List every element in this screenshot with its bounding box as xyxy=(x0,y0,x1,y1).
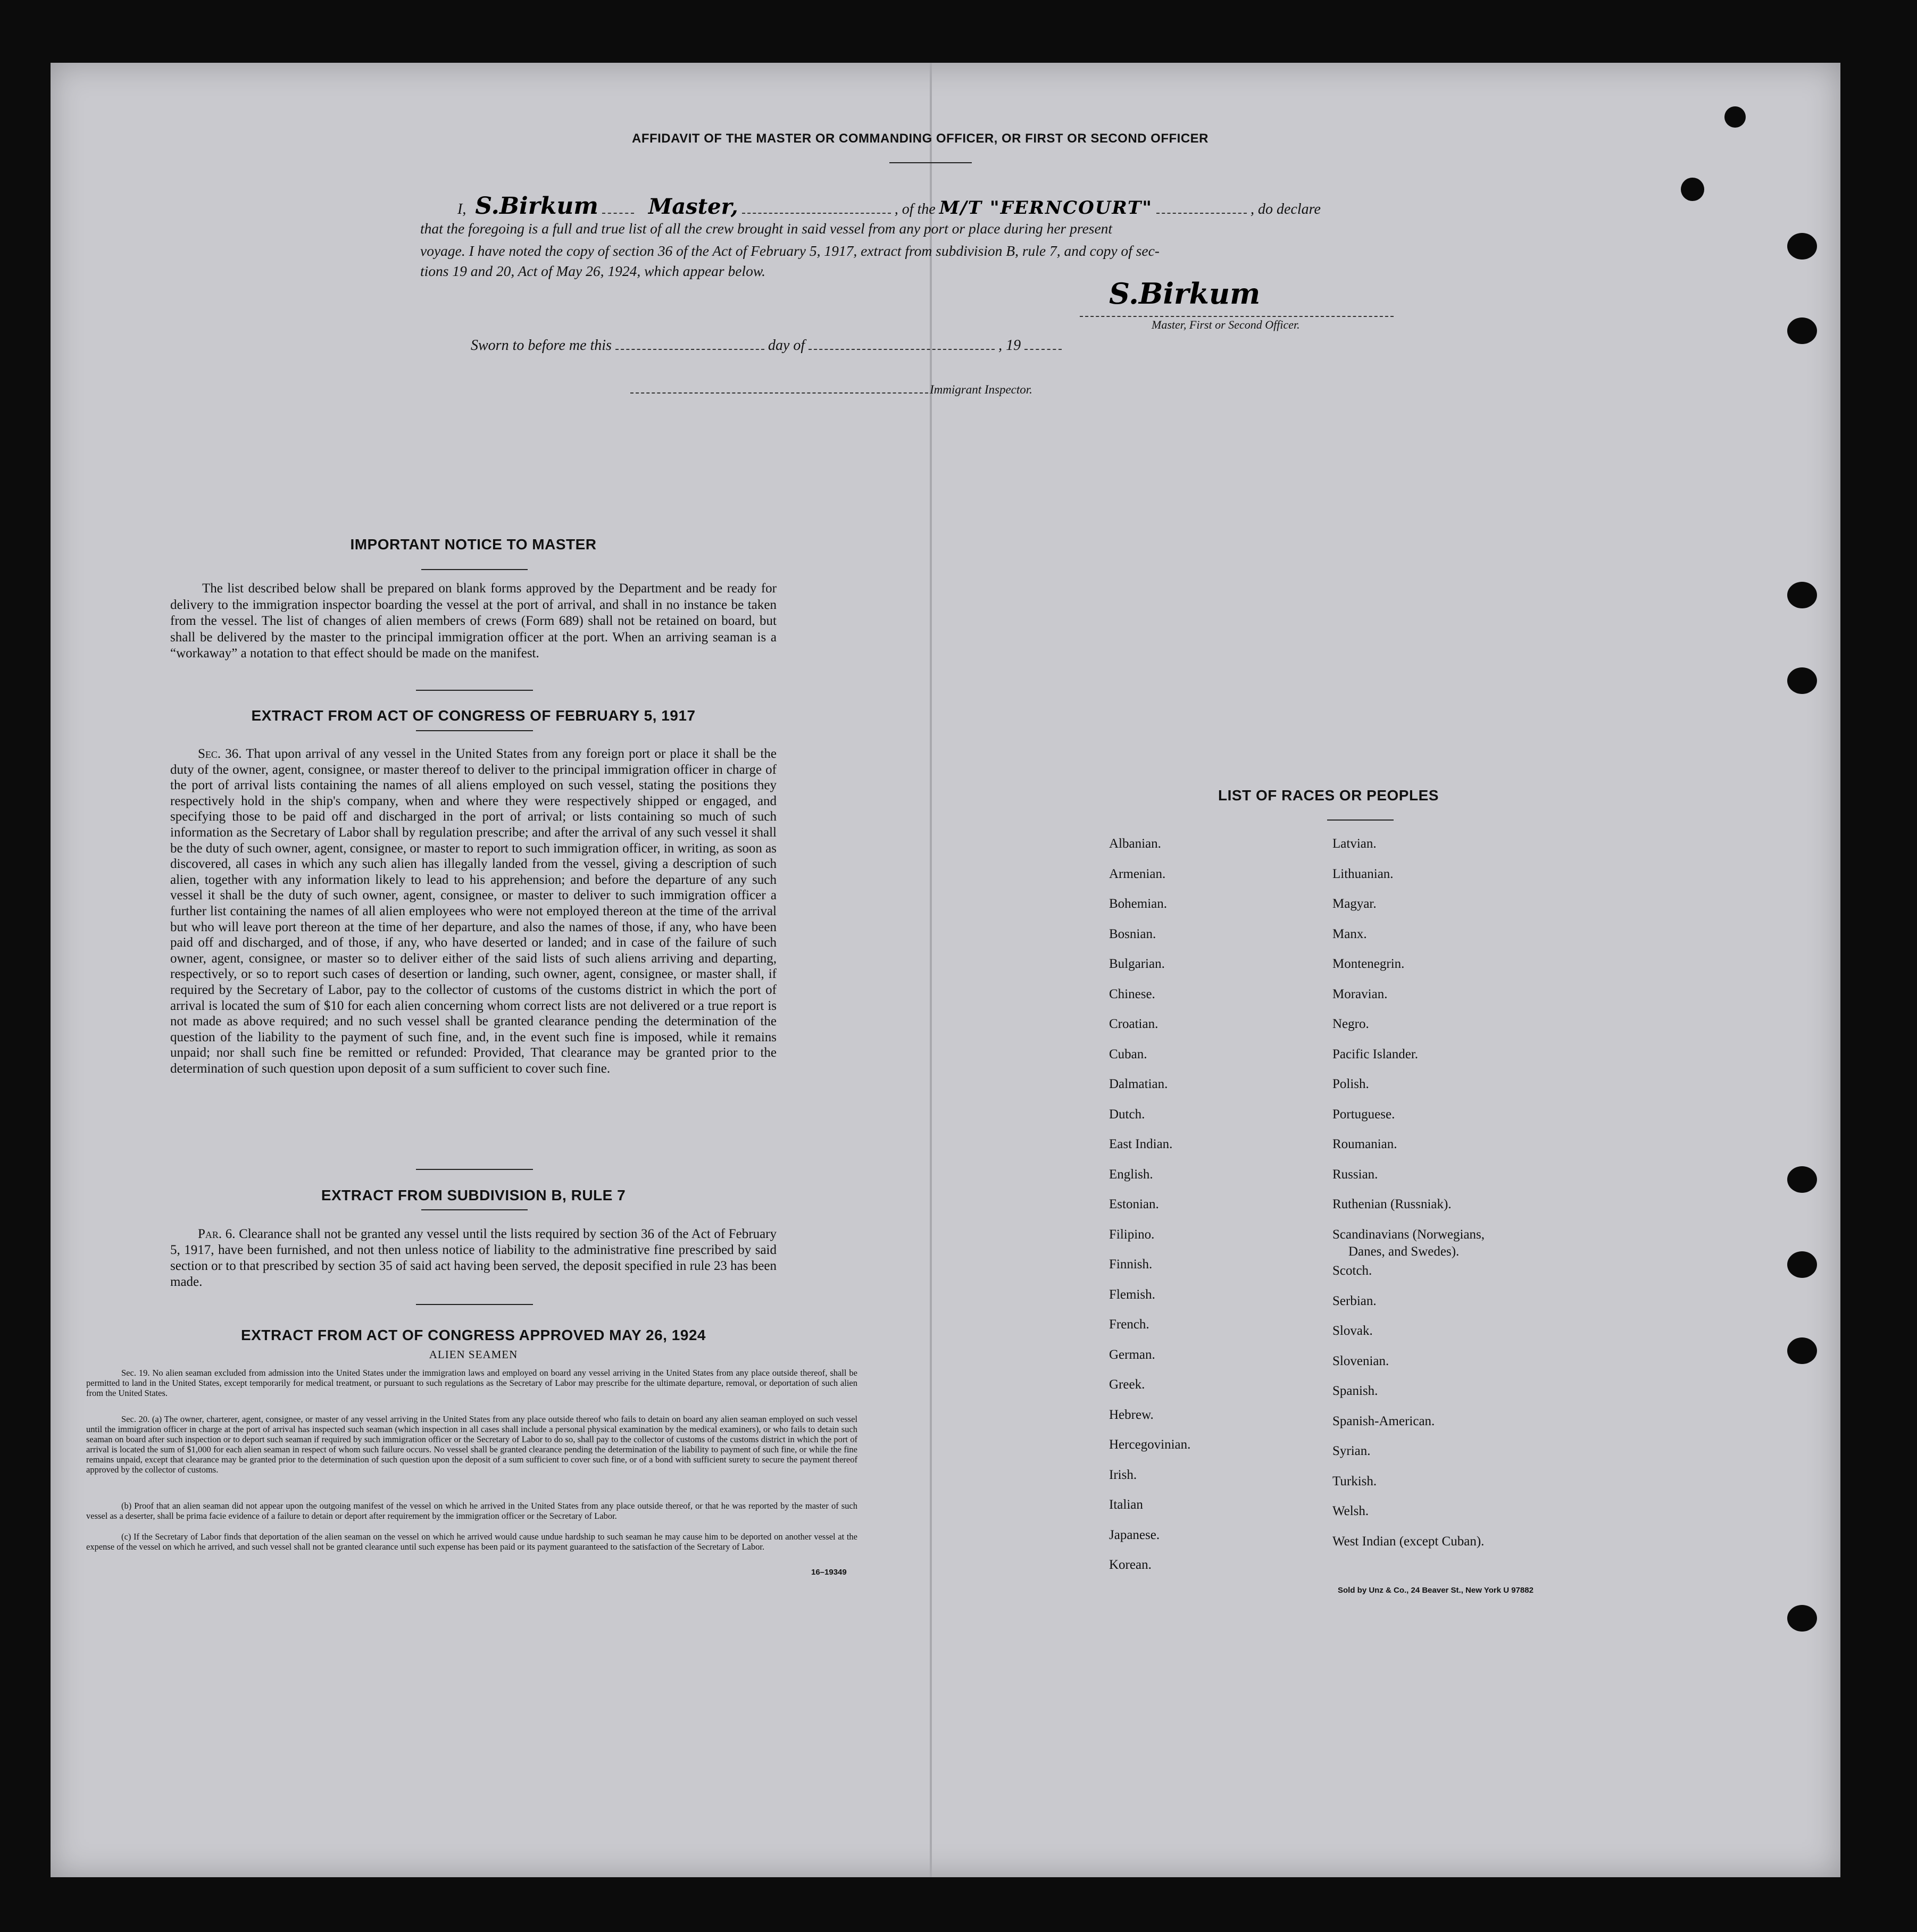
races-underline xyxy=(1327,819,1394,821)
race-item: Montenegrin. xyxy=(1332,957,1405,971)
rule7-body xyxy=(170,1226,777,1290)
extract-1924-title: EXTRACT FROM ACT OF CONGRESS APPROVED MAY 26, 1924 xyxy=(241,1327,706,1343)
of-the-text: , of the xyxy=(894,201,936,218)
race-item: Spanish. xyxy=(1332,1384,1378,1398)
punch-hole xyxy=(1787,1251,1817,1278)
race-item: Bohemian. xyxy=(1109,897,1168,911)
sec-20a-text: Sec. 20. (a) The owner, charterer, agent, consignee, or master of any vessel arriving in the United States from any place outside thereof who fails to detain on board any alien seaman employed on such vessel until the immigration officer in charge at the port of arrival has inspected such seaman (which inspection in all cases shall include a personal physical examination by the medical examiners), or who fails to detain such seaman on board after such inspection or to deport such seaman if required by such immigration officer or the Secretary of Labor to do so, shall pay to the collector of customs of the customs district in which the port of arrival is located the sum of $1,000 for each alien seaman in respect of whom such failure occurs. No vessel shall be granted clearance pending the determination of the liability to payment of such fine, or while the fine remains unpaid, except that clearance may be granted prior to the determination of such question upon the deposit of a sum sufficient to cover such fine, or of a bond with sufficient surety to secure the payment thereof approved by the collector of customs. xyxy=(86,1414,857,1475)
race-item: Dalmatian. xyxy=(1109,1077,1168,1091)
punch-hole xyxy=(1681,178,1704,201)
race-item: German. xyxy=(1109,1347,1155,1362)
race-item: Estonian. xyxy=(1109,1197,1159,1211)
extract-1917-underline xyxy=(416,730,533,731)
race-item: Pacific Islander. xyxy=(1332,1047,1419,1061)
title-underline xyxy=(889,162,972,163)
punch-hole xyxy=(1787,667,1817,694)
affidavit-line4: tions 19 and 20, Act of May 26, 1924, which appear below. xyxy=(420,263,766,279)
divider xyxy=(416,1169,533,1170)
race-item: Serbian. xyxy=(1332,1293,1377,1308)
notice-title: IMPORTANT NOTICE TO MASTER xyxy=(350,536,597,553)
race-item: Latvian. xyxy=(1332,837,1377,851)
race-item: Chinese. xyxy=(1109,986,1155,1001)
form-number: 16–19349 xyxy=(811,1568,847,1577)
inspector-line xyxy=(630,392,928,394)
race-item: Spanish-American. xyxy=(1332,1414,1435,1428)
affidavit-i: I, xyxy=(457,201,466,218)
race-item: Russian. xyxy=(1332,1167,1378,1182)
race-item: Scandinavians (Norwegians, xyxy=(1332,1227,1485,1242)
race-item: Hercegovinian. xyxy=(1109,1437,1191,1452)
race-item: Dutch. xyxy=(1109,1107,1145,1122)
punch-hole xyxy=(1787,1605,1817,1632)
affidavit-line3: voyage. I have noted the copy of section 36 of the Act of February 5, 1917, extract from subdivision B, rule 7, and copy of sec- xyxy=(420,242,1160,259)
extract-1917-body xyxy=(170,746,777,1076)
sec-19-text: Sec. 19. No alien seaman excluded from admission into the United States under the immigration laws and employed on board any vessel arriving in the United States from any place outside thereof, shall be permitted to land in the United States, except temporarily for medical treatment, or pursuant to such regulations as the Secretary of Labor may prescribe for the ultimate departure, removal, or deportation of such alien from the United States. xyxy=(86,1368,857,1398)
race-item: Bosnian. xyxy=(1109,926,1156,941)
punch-hole xyxy=(1787,1337,1817,1364)
divider xyxy=(416,690,533,691)
punch-hole xyxy=(1787,1166,1817,1193)
extract-1924-subtitle: ALIEN SEAMEN xyxy=(429,1348,518,1361)
signature-caption: Master, First or Second Officer. xyxy=(1152,318,1300,331)
sec-20b-text: (b) Proof that an alien seaman did not appear upon the outgoing manifest of the vessel on which he arrived in the United States from any place outside thereof, or that he was reported by the master of such vessel as a deserter, shall be prima facie evidence of a failure to detain or deport after requirement by the immigration officer or the Secretary of Labor. xyxy=(86,1501,857,1521)
race-item: Welsh. xyxy=(1332,1504,1369,1518)
race-item: Bulgarian. xyxy=(1109,957,1165,971)
race-item: Slovenian. xyxy=(1332,1353,1389,1368)
race-item: Flemish. xyxy=(1109,1287,1155,1302)
sworn-prefix: Sworn to before me this xyxy=(471,337,612,354)
notice-underline xyxy=(421,569,528,570)
race-item: Roumanian. xyxy=(1332,1137,1397,1151)
race-item: Portuguese. xyxy=(1332,1107,1395,1122)
page-fold xyxy=(930,63,932,1877)
race-item: Polish. xyxy=(1332,1077,1369,1091)
sworn-day-of: day of xyxy=(768,337,805,354)
race-item: Slovak. xyxy=(1332,1324,1373,1338)
rule7-underline xyxy=(421,1209,528,1210)
par-6-text: Clearance shall not be granted any vessel until the lists required by section 36 of the Act of February 5, 1917, have been furnished, and not then unless notice of liability to the administrative fine prescribed by said section or to that prescribed by section 35 of said act having been served, the deposit specified in rule 23 has been made. xyxy=(170,1227,777,1289)
master-signature: S.Birkum xyxy=(1109,277,1261,311)
race-item: Italian xyxy=(1109,1498,1143,1512)
sec-36-label: Sec. 36. xyxy=(198,747,242,761)
rule7-title: EXTRACT FROM SUBDIVISION B, RULE 7 xyxy=(321,1187,626,1203)
race-item: Turkish. xyxy=(1332,1474,1377,1488)
race-item: Syrian. xyxy=(1332,1444,1371,1458)
sworn-year: , 19 xyxy=(998,337,1021,354)
race-item: English. xyxy=(1109,1167,1153,1182)
punch-hole xyxy=(1724,106,1746,128)
officer-title: Master, xyxy=(648,194,738,219)
signature-line xyxy=(1080,316,1394,317)
race-item: French. xyxy=(1109,1317,1149,1332)
punch-hole xyxy=(1787,582,1817,608)
notice-body: The list described below shall be prepared on blank forms approved by the Department and be ready for delivery to the immigration inspector boarding the vessel at the port of arrival, and shall in no instance be taken from the vessel. The list of changes of alien members of crews (Form 689) shall not be retained on board, but shall be delivered by the master to the principal immigration officer at the port. When an arriving seaman is a “workaway” a notation to that effect should be made on the manifest. xyxy=(170,581,777,660)
race-item: Korean. xyxy=(1109,1558,1152,1572)
race-item: Hebrew. xyxy=(1109,1407,1154,1422)
divider xyxy=(416,1304,533,1305)
signer-name: S.Birkum xyxy=(475,193,598,220)
printer-imprint: Sold by Unz & Co., 24 Beaver St., New York U 97882 xyxy=(1338,1586,1533,1595)
race-item: East Indian. xyxy=(1109,1137,1173,1151)
punch-hole xyxy=(1787,233,1817,260)
race-item: Armenian. xyxy=(1109,866,1166,881)
races-title: LIST OF RACES OR PEOPLES xyxy=(1218,787,1439,804)
race-item: Japanese. xyxy=(1109,1527,1160,1542)
race-item-continuation: Danes, and Swedes). xyxy=(1348,1244,1460,1259)
race-item: Finnish. xyxy=(1109,1257,1153,1272)
sworn-month-blank xyxy=(809,349,995,350)
punch-hole xyxy=(1787,317,1817,344)
bleed-through-text xyxy=(1085,415,1723,1585)
race-item: Negro. xyxy=(1332,1017,1369,1031)
sec-20c-text: (c) If the Secretary of Labor finds that deportation of the alien seaman on the vessel on which he arrived would cause undue hardship to such seaman he may cause him to be deported on another vessel at the expense of the vessel on which he arrived, and such vessel shall not be granted clearance until such expense has been paid or its payment guaranteed to the satisfaction of the Secretary of Labor. xyxy=(86,1532,857,1552)
race-item: Greek. xyxy=(1109,1377,1145,1392)
race-item: Cuban. xyxy=(1109,1047,1147,1061)
race-item: West Indian (except Cuban). xyxy=(1332,1534,1485,1549)
name-blank xyxy=(602,213,634,214)
race-item: Ruthenian (Russniak). xyxy=(1332,1197,1452,1211)
race-item: Moravian. xyxy=(1332,986,1388,1001)
sworn-day-blank xyxy=(615,349,764,350)
sworn-year-blank xyxy=(1024,349,1062,350)
affidavit-title: AFFIDAVIT OF THE MASTER OR COMMANDING OFFICER, OR FIRST OR SECOND OFFICER xyxy=(631,131,1209,146)
vessel-name: M/T "FERNCOURT" xyxy=(939,197,1153,219)
vessel-blank xyxy=(1156,213,1247,214)
race-item: Lithuanian. xyxy=(1332,866,1394,881)
race-item: Croatian. xyxy=(1109,1017,1158,1031)
sec-36-text: That upon arrival of any vessel in the United States from any foreign port or place it shall be the duty of the owner, agent, consignee, or master thereof to deliver to the principal immigration officer in charge of the port of arrival lists containing the names of all aliens employed on such vessel, stating the positions they respectively hold in the ship's company, when and where they were respectively shipped or engaged, and specifying those to be paid off and discharged in the port of arrival; or lists containing so much of such information as the Secretary of Labor shall by regulation prescribe; and after the arrival of any such vessel it shall be the duty of such owner, agent, consignee, or master to report to such immigration officer, in writing, as soon as discovered, all cases in which any such alien has illegally landed from the vessel, giving a description of such alien, together with any information likely to lead to his apprehension; and before the departure of any such vessel it shall be the duty of such owner, agent, consignee, or master to deliver to such immigration officer a further list containing the names of all alien employees who were not employed thereon at the time of the arrival but who will leave port thereon at the time of her departure, and also the names of those, if any, who have been paid off and discharged, and of those, if any, who have deserted or landed; and in case of the failure of such owner, agent, consignee, or master so to deliver either of the said lists of such aliens arriving and departing, respectively, or so to report such cases of desertion or landing, such owner, agent, consignee, or master shall, if required by the Secretary of Labor, pay to the collector of customs of the customs district in which the port of arrival is located the sum of $10 for each alien concerning whom correct lists are not delivered or a true report is not made as above required; and no such vessel shall be granted clearance pending the determination of the question of the liability to the payment of such fine, and, in the event such fine is imposed, while it remains unpaid; nor shall such fine be remitted or refunded: Provided, That clearance may be granted prior to the determination of such question upon deposit of a sum sufficient to cover such fine. xyxy=(170,747,777,1076)
race-item: Filipino. xyxy=(1109,1227,1155,1242)
do-declare-text: , do declare xyxy=(1251,201,1321,218)
inspector-caption: Immigrant Inspector. xyxy=(930,383,1032,396)
race-item: Magyar. xyxy=(1332,897,1377,911)
race-item: Albanian. xyxy=(1109,837,1161,851)
par-6-label: Par. 6. xyxy=(198,1227,236,1241)
race-item: Manx. xyxy=(1332,926,1367,941)
affidavit-line2: that the foregoing is a full and true list of all the crew brought in said vessel from any port or place during her present xyxy=(420,220,1113,237)
race-item: Scotch. xyxy=(1332,1264,1372,1278)
affidavit-line1 xyxy=(457,193,1431,220)
race-item: Irish. xyxy=(1109,1467,1137,1482)
extract-1917-title: EXTRACT FROM ACT OF CONGRESS OF FEBRUARY 5, 1917 xyxy=(251,707,696,724)
sworn-line xyxy=(471,337,1062,354)
title-blank xyxy=(742,213,891,214)
